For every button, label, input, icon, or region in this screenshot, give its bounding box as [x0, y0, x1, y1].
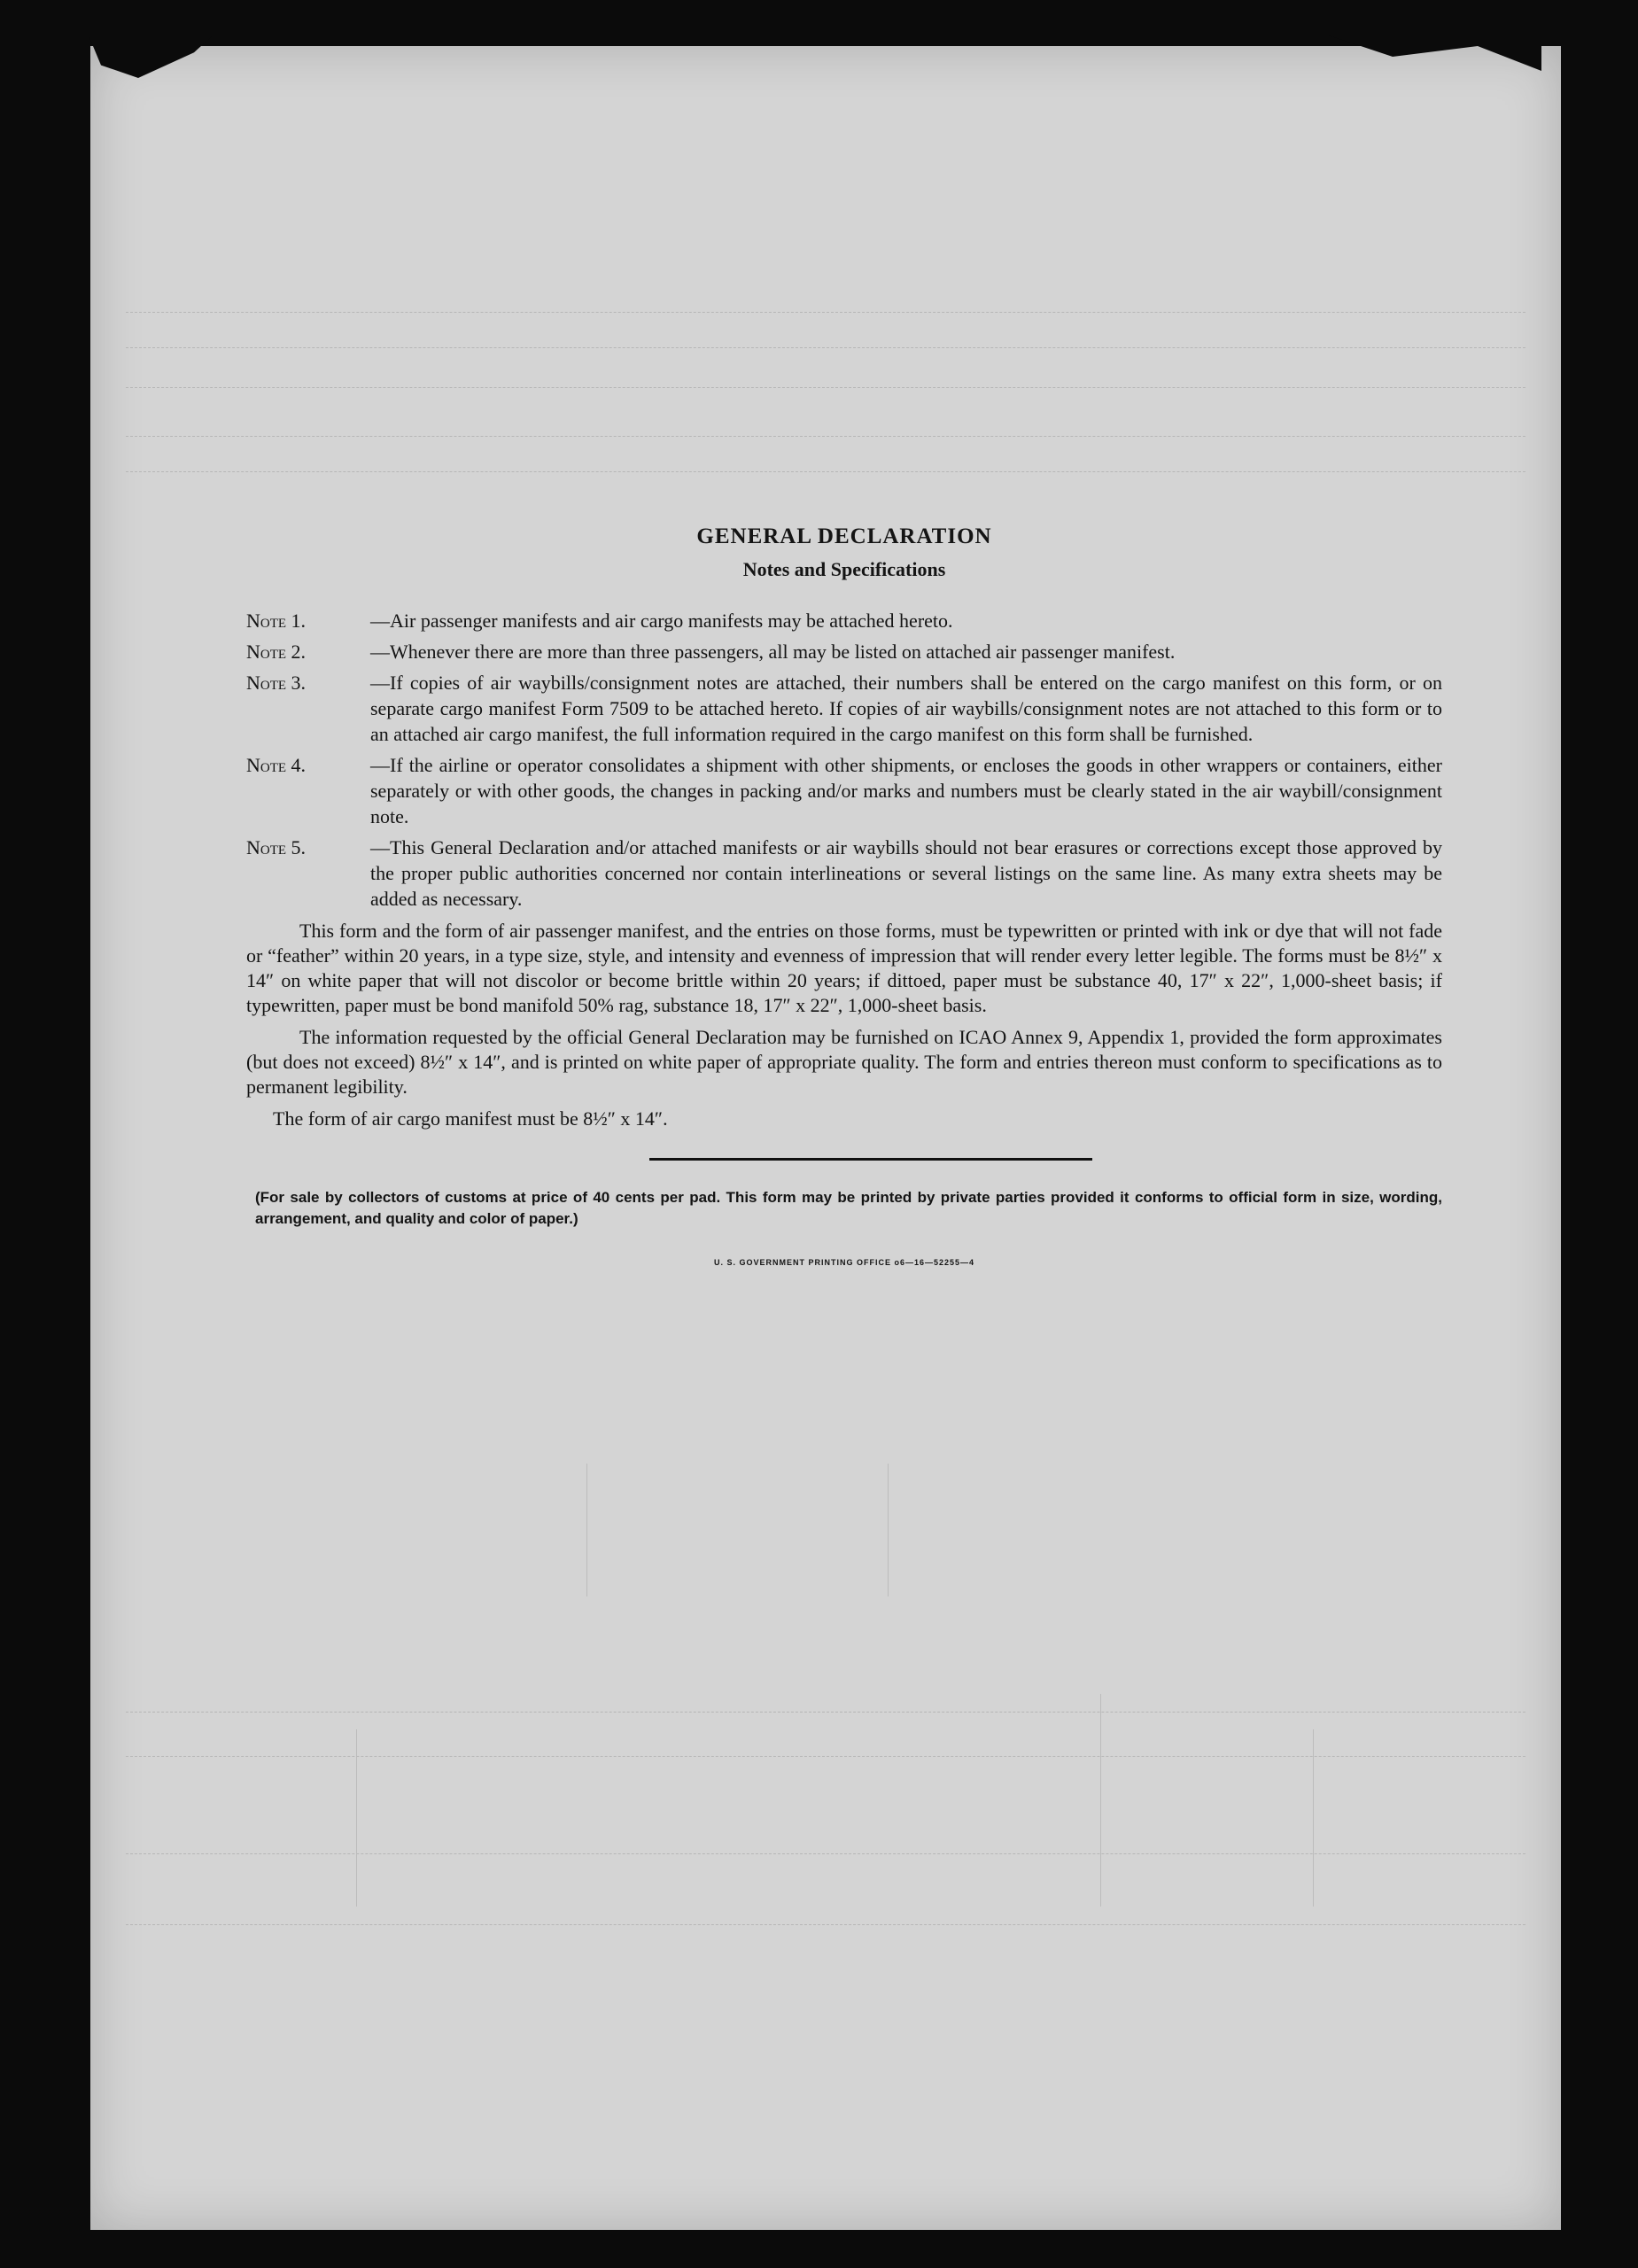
note-1 — [246, 608, 1442, 633]
note-number: 1. — [291, 610, 307, 632]
ghost-rule — [126, 1756, 1525, 1757]
note-number: 4. — [291, 754, 307, 776]
paragraph-cargo-manifest-size: The form of air cargo manifest must be 8½″ x 14″. — [273, 1107, 668, 1130]
note-3 — [246, 670, 1442, 747]
note-text: —If the airline or operator consolidates a shipment with other shipments, or encloses the goods in other wrappers or containers, either separately or with other goods, the changes in packing and/or marks and numbers must be clearly stated in the air waybill/consignment note. — [370, 754, 1442, 827]
ghost-rule — [126, 436, 1525, 437]
ghost-rule — [126, 312, 1525, 313]
ghost-divider — [586, 1464, 587, 1596]
ghost-rule — [126, 1853, 1525, 1854]
printer-imprint: U. S. GOVERNMENT PRINTING OFFICE o6—16—52255—4 — [713, 1258, 975, 1267]
document-subtitle: Notes and Specifications — [742, 558, 946, 580]
paragraph-icao: The information requested by the official General Declaration may be furnished on ICAO Annex 9, Appendix 1, provided the form approximates (but does not exceed) 8½″ x 14″, and is printed on white paper of appropriate quality. The form and entries thereon must conform to specifications as to permanent legibility. — [246, 1026, 1442, 1098]
note-number: 3. — [291, 672, 307, 694]
paragraph-legibility: This form and the form of air passenger manifest, and the entries on those forms, must be typewritten or printed with ink or dye that will not fade or “feather” within 20 years, in a type size, style, and intensity and evenness of impression that will render every letter legible. The forms must be 8½″ x 14″ on white paper that will not discolor or become brittle within 20 years; if dittoed, paper must be substance 40, 17″ x 22″, 1,000-sheet basis; if typewritten, paper must be bond manifold 50% rag, substance 18, 17″ x 22″, 1,000-sheet basis. — [246, 920, 1442, 1016]
note-label: Note — [246, 641, 287, 663]
note-text: —If copies of air waybills/consignment notes are attached, their numbers shall be entered on the cargo manifest on this form, or on separate cargo manifest Form 7509 to be attached hereto. If copies of air waybills/consignment notes are not attached to this form or to an attached air cargo manifest, the full information required in the cargo manifest on this form shall be furnished. — [370, 672, 1442, 745]
ghost-divider — [356, 1729, 357, 1907]
sale-notice: (For sale by collectors of customs at price of 40 cents per pad. This form may be printed by private parties provided it conforms to official form in size, wording, arrangement, and quality and color of paper.) — [255, 1189, 1442, 1227]
ghost-divider — [1100, 1694, 1101, 1907]
note-4 — [246, 752, 1442, 829]
note-label: Note — [246, 754, 287, 776]
note-number: 2. — [291, 641, 307, 663]
divider-rule — [649, 1158, 1092, 1161]
note-label: Note — [246, 672, 287, 694]
note-text: —This General Declaration and/or attached manifests or air waybills should not bear erasures or corrections except those approved by the proper public authorities concerned nor contain interlineations or several listings on the same line. As many extra sheets may be added as necessary. — [370, 836, 1442, 910]
ghost-divider — [1313, 1729, 1314, 1907]
declaration-content — [246, 471, 1442, 1267]
note-label: Note — [246, 836, 287, 858]
ghost-divider — [888, 1464, 889, 1596]
note-text: —Air passenger manifests and air cargo manifests may be attached hereto. — [370, 610, 953, 632]
document-sheet — [90, 46, 1561, 2230]
ghost-rule — [126, 347, 1525, 348]
note-number: 5. — [291, 836, 307, 858]
note-text: —Whenever there are more than three passengers, all may be listed on attached air passenger manifest. — [370, 641, 1176, 663]
note-2 — [246, 639, 1442, 664]
ghost-rule — [126, 1712, 1525, 1713]
ghost-rule — [126, 1924, 1525, 1925]
ghost-rule — [126, 387, 1525, 388]
note-label: Note — [246, 610, 287, 632]
note-5 — [246, 835, 1442, 912]
document-title: GENERAL DECLARATION — [696, 524, 992, 548]
